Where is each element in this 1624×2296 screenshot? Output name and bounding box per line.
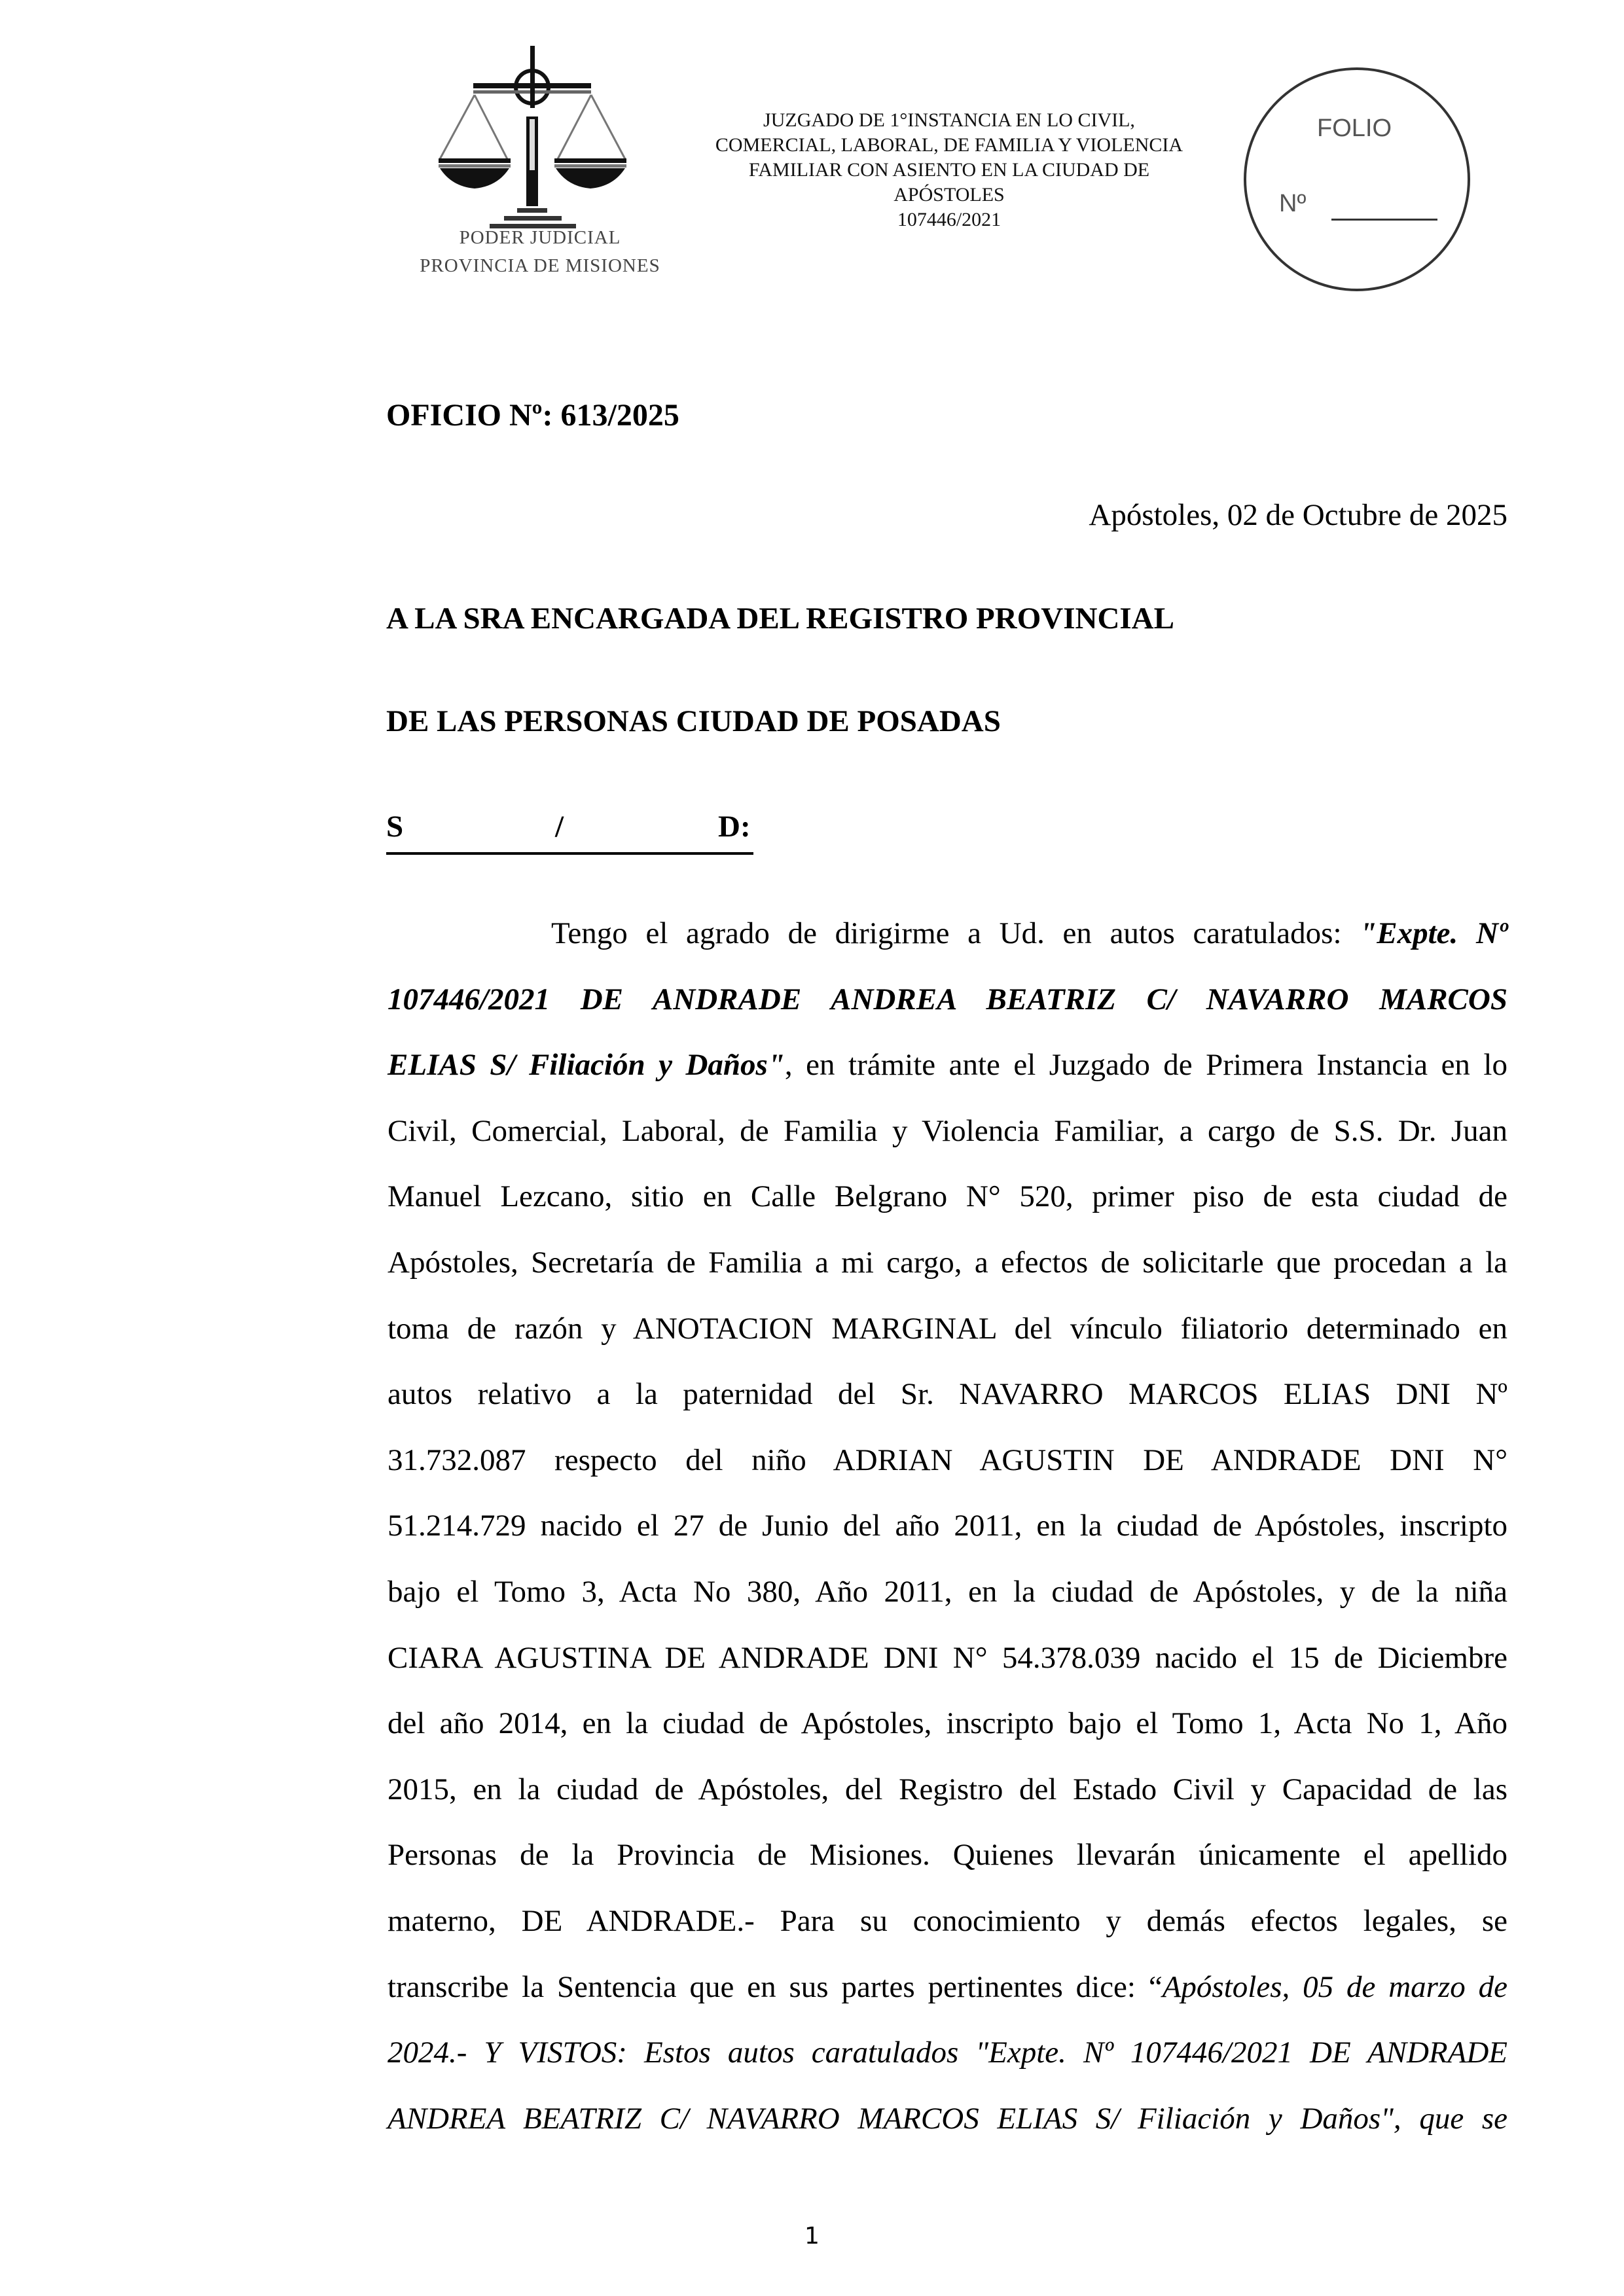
body-text-segment: Tengo el agrado de dirigirme a Ud. en autos caratulados: [551, 916, 1360, 950]
page-number: 1 [804, 2223, 820, 2250]
body-text-segment: transcribe la Sentencia que en sus partes pertinentes dice: “ [388, 1969, 1163, 2004]
body-text-segment: toma de razón y ANOTACION MARGINAL del vínculo filiatorio determinado en [388, 1311, 1507, 1346]
case-number: 107446/2021 [897, 209, 1001, 230]
body-text-segment: ANDREA BEATRIZ C/ NAVARRO MARCOS ELIAS S/ Filiación y Daños", que se [388, 2101, 1507, 2136]
body-text-line [388, 1507, 1507, 1544]
salutation-d: D: [718, 810, 751, 844]
body-text-line [388, 981, 1507, 1018]
place-date: Apóstoles, 02 de Octubre de 2025 [1089, 498, 1507, 532]
body-text-line [388, 1113, 1507, 1149]
body-text-segment: del año 2014, en la ciudad de Apóstoles, inscripto bajo el Tomo 1, Acta No 1, Año [388, 1706, 1507, 1741]
court-line: COMERCIAL, LABORAL, DE FAMILIA Y VIOLENCIA [715, 134, 1183, 156]
court-line: APÓSTOLES [893, 184, 1005, 206]
salutation-slash: / [555, 810, 564, 844]
scales-of-justice-icon [393, 33, 687, 229]
folio-stamp [1244, 67, 1470, 291]
body-text-segment: Apóstoles, Secretaría de Familia a mi cargo, a efectos de solicitarle que procedan a la [388, 1246, 1507, 1280]
body-text-line [388, 2100, 1507, 2137]
body-text-line [388, 1903, 1507, 1939]
body-text-segment: 31.732.087 respecto del niño ADRIAN AGUSTIN DE ANDRADE DNI N° [388, 1443, 1507, 1477]
logo-text-provincia: PROVINCIA DE MISIONES [420, 255, 660, 276]
body-text-line [388, 1573, 1507, 1610]
body-text-segment: Civil, Comercial, Laboral, de Familia y Violencia Familiar, a cargo de S.S. Dr. Juan [388, 1113, 1507, 1148]
oficio-number: OFICIO Nº: 613/2025 [386, 398, 679, 433]
addressee-line-1: A LA SRA ENCARGADA DEL REGISTRO PROVINCIAL [386, 601, 1174, 636]
body-text-line [388, 1310, 1507, 1347]
body-text-segment: 107446/2021 DE ANDRADE ANDREA BEATRIZ C/ NAVARRO MARCOS [388, 982, 1507, 1016]
court-line: JUZGADO DE 1°INSTANCIA EN LO CIVIL, [763, 109, 1135, 131]
body-text-segment: 2015, en la ciudad de Apóstoles, del Registro del Estado Civil y Capacidad de las [388, 1772, 1507, 1806]
court-line: FAMILIAR CON ASIENTO EN LA CIUDAD DE [748, 159, 1150, 181]
body-text-line [388, 1705, 1507, 1742]
addressee-line-2: DE LAS PERSONAS CIUDAD DE POSADAS [386, 704, 1001, 738]
body-text-segment: 51.214.729 nacido el 27 de Junio del año 2011, en la ciudad de Apóstoles, inscripto [388, 1509, 1507, 1543]
body-text-segment: bajo el Tomo 3, Acta No 380, Año 2011, en la ciudad de Apóstoles, y de la niña [388, 1575, 1507, 1609]
body-text-segment: Personas de la Provincia de Misiones. Quienes llevarán únicamente el apellido [388, 1838, 1507, 1873]
body-text-line [551, 915, 1507, 952]
body-text-line [388, 1837, 1507, 1873]
body-text-line [388, 1771, 1507, 1808]
body-text-line [388, 1442, 1507, 1479]
logo-text-poder-judicial: PODER JUDICIAL [459, 227, 621, 248]
poder-judicial-logo [393, 33, 687, 295]
body-text-segment: autos relativo a la paternidad del Sr. NAVARRO MARCOS ELIAS DNI Nº [388, 1377, 1507, 1412]
body-text-line [388, 1244, 1507, 1281]
salutation-sd [386, 809, 753, 855]
body-text-segment: CIARA AGUSTINA DE ANDRADE DNI N° 54.378.039 nacido el 15 de Diciembre [388, 1640, 1507, 1675]
folio-label: FOLIO [1317, 115, 1392, 142]
body-text-segment: materno, DE ANDRADE.- Para su conocimiento y demás efectos legales, se [388, 1904, 1507, 1938]
body-text-segment: Apóstoles, 05 de marzo de [1162, 1969, 1507, 2004]
body-text-line [388, 1376, 1507, 1412]
body-text-segment: Manuel Lezcano, sitio en Calle Belgrano N° 520, primer piso de esta ciudad de [388, 1179, 1507, 1214]
body-text-line [388, 1969, 1507, 2005]
body-text-line [388, 1640, 1507, 1676]
body-text-segment: 2024.- Y VISTOS: Estos autos caratulados "Expte. Nº 107446/2021 DE ANDRADE [388, 2036, 1507, 2070]
body-text-line [388, 1047, 1507, 1083]
body-text-segment: ELIAS S/ Filiación y Daños" [388, 1048, 785, 1083]
body-text-line [388, 2034, 1507, 2071]
court-header [674, 108, 1224, 232]
body-text-line [388, 1178, 1507, 1215]
folio-number-blank [1331, 219, 1437, 221]
folio-number-label: Nº [1279, 190, 1307, 217]
body-text-segment: "Expte. Nº [1360, 916, 1507, 950]
body-text-segment: , en trámite ante el Juzgado de Primera Instancia en lo [784, 1048, 1507, 1083]
salutation-s: S [386, 810, 404, 844]
